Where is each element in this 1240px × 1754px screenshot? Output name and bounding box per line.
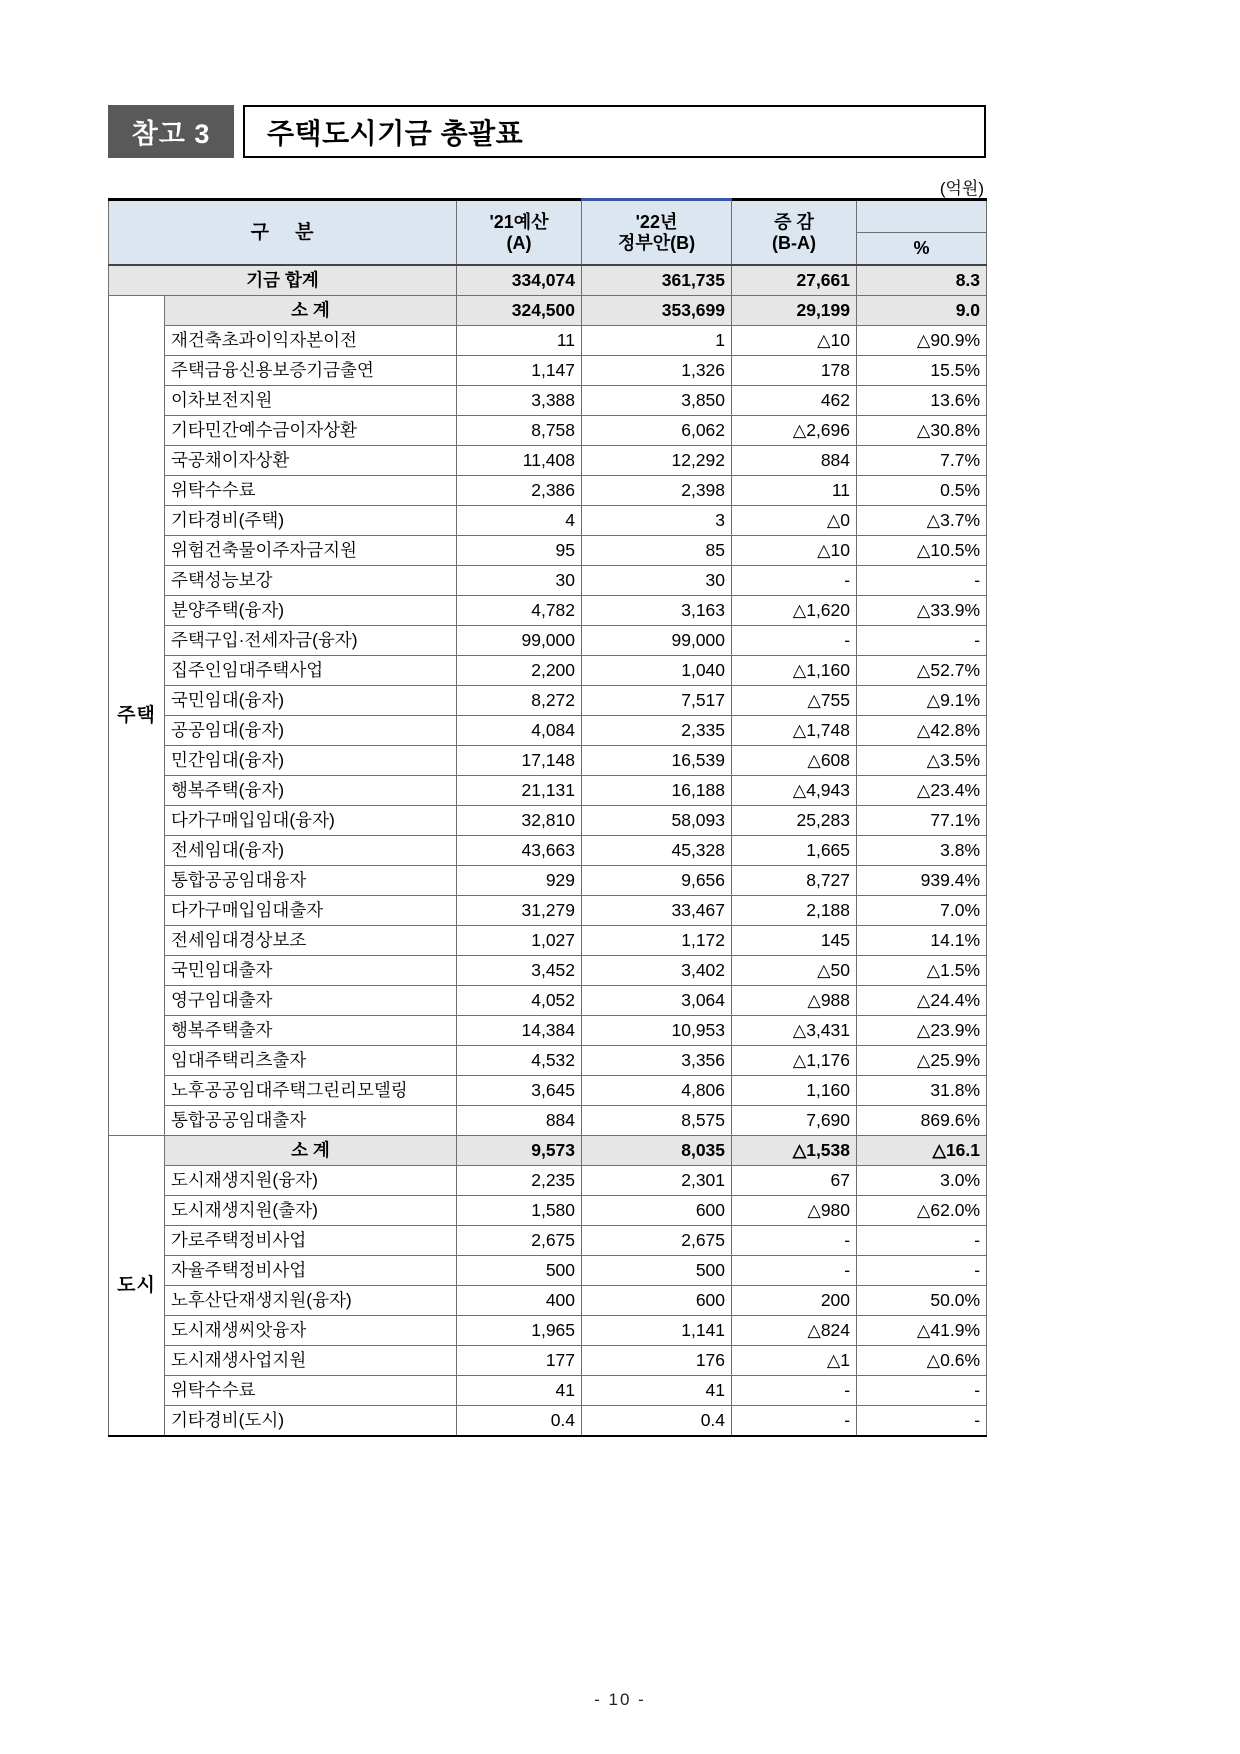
- value-budget-2022: 85: [582, 536, 732, 566]
- row-label: 재건축초과이익자본이전: [165, 326, 457, 356]
- value-budget-2021: 21,131: [457, 776, 582, 806]
- fund-summary-table: [108, 198, 987, 1437]
- document-content: [108, 105, 986, 1437]
- value-percent: 8.3: [857, 265, 987, 296]
- value-budget-2021: 14,384: [457, 1016, 582, 1046]
- table-row: [109, 1316, 987, 1346]
- value-change: 8,727: [732, 866, 857, 896]
- value-change: △1,748: [732, 716, 857, 746]
- value-change: 1,665: [732, 836, 857, 866]
- value-budget-2021: 500: [457, 1256, 582, 1286]
- row-label: 위탁수수료: [165, 476, 457, 506]
- value-change: 884: [732, 446, 857, 476]
- row-label: 민간임대(융자): [165, 746, 457, 776]
- value-budget-2022: 3: [582, 506, 732, 536]
- header-empty-cell: [857, 200, 987, 233]
- table-row: [109, 1406, 987, 1437]
- table-row: [109, 836, 987, 866]
- value-budget-2021: 929: [457, 866, 582, 896]
- value-percent: 7.0%: [857, 896, 987, 926]
- section-label-housing: 주택: [109, 296, 165, 1136]
- value-budget-2021: 99,000: [457, 626, 582, 656]
- value-percent: 77.1%: [857, 806, 987, 836]
- value-budget-2021: 11,408: [457, 446, 582, 476]
- row-label: 가로주택정비사업: [165, 1226, 457, 1256]
- value-budget-2022: 1,326: [582, 356, 732, 386]
- value-percent: △10.5%: [857, 536, 987, 566]
- value-change: 25,283: [732, 806, 857, 836]
- value-budget-2022: 3,163: [582, 596, 732, 626]
- row-label: 도시재생지원(출자): [165, 1196, 457, 1226]
- value-budget-2021: 17,148: [457, 746, 582, 776]
- header-budget-2022-line1: '22년: [635, 211, 678, 232]
- value-budget-2021: 8,272: [457, 686, 582, 716]
- value-budget-2022: 6,062: [582, 416, 732, 446]
- section-label-urban: 도시: [109, 1136, 165, 1437]
- value-budget-2021: 884: [457, 1106, 582, 1136]
- value-budget-2022: 2,398: [582, 476, 732, 506]
- table-row: [109, 1076, 987, 1106]
- value-change: 200: [732, 1286, 857, 1316]
- value-percent: △3.5%: [857, 746, 987, 776]
- value-change: 67: [732, 1166, 857, 1196]
- value-percent: △1.5%: [857, 956, 987, 986]
- row-label: 소 계: [165, 1136, 457, 1166]
- value-budget-2021: 1,580: [457, 1196, 582, 1226]
- value-budget-2022: 7,517: [582, 686, 732, 716]
- value-percent: △24.4%: [857, 986, 987, 1016]
- value-change: △0: [732, 506, 857, 536]
- row-label: 공공임대(융자): [165, 716, 457, 746]
- table-row: [109, 896, 987, 926]
- reference-badge: 참고 3: [108, 105, 234, 158]
- value-percent: 50.0%: [857, 1286, 987, 1316]
- value-budget-2022: 1,172: [582, 926, 732, 956]
- table-row: [109, 416, 987, 446]
- table-row-subtotal-housing: [109, 296, 987, 326]
- row-label: 주택금융신용보증기금출연: [165, 356, 457, 386]
- value-change: △980: [732, 1196, 857, 1226]
- value-budget-2021: 2,200: [457, 656, 582, 686]
- value-budget-2022: 8,575: [582, 1106, 732, 1136]
- value-percent: △33.9%: [857, 596, 987, 626]
- value-percent: 869.6%: [857, 1106, 987, 1136]
- value-change: △1: [732, 1346, 857, 1376]
- value-budget-2021: 4,052: [457, 986, 582, 1016]
- table-row-fund-total: [109, 265, 987, 296]
- value-change: 145: [732, 926, 857, 956]
- value-change: -: [732, 626, 857, 656]
- value-budget-2021: 324,500: [457, 296, 582, 326]
- value-budget-2021: 3,388: [457, 386, 582, 416]
- value-budget-2021: 1,027: [457, 926, 582, 956]
- page-title: 주택도시기금 총괄표: [243, 105, 986, 158]
- value-budget-2021: 95: [457, 536, 582, 566]
- row-label: 국민임대출자: [165, 956, 457, 986]
- row-label: 소 계: [165, 296, 457, 326]
- value-change: △2,696: [732, 416, 857, 446]
- row-label: 국공채이자상환: [165, 446, 457, 476]
- value-budget-2022: 2,301: [582, 1166, 732, 1196]
- value-budget-2022: 16,539: [582, 746, 732, 776]
- value-budget-2021: 31,279: [457, 896, 582, 926]
- row-label: 위탁수수료: [165, 1376, 457, 1406]
- value-budget-2022: 1,141: [582, 1316, 732, 1346]
- value-budget-2022: 99,000: [582, 626, 732, 656]
- value-budget-2021: 4,782: [457, 596, 582, 626]
- table-row: [109, 746, 987, 776]
- value-change: -: [732, 1226, 857, 1256]
- value-percent: 31.8%: [857, 1076, 987, 1106]
- value-budget-2022: 30: [582, 566, 732, 596]
- row-label: 집주인임대주택사업: [165, 656, 457, 686]
- value-budget-2021: 3,452: [457, 956, 582, 986]
- value-budget-2021: 4,532: [457, 1046, 582, 1076]
- value-percent: △9.1%: [857, 686, 987, 716]
- value-budget-2022: 4,806: [582, 1076, 732, 1106]
- value-change: -: [732, 566, 857, 596]
- value-percent: △23.9%: [857, 1016, 987, 1046]
- table-row: [109, 1106, 987, 1136]
- value-budget-2022: 8,035: [582, 1136, 732, 1166]
- value-change: △755: [732, 686, 857, 716]
- row-label: 행복주택(융자): [165, 776, 457, 806]
- value-percent: -: [857, 1226, 987, 1256]
- value-budget-2022: 500: [582, 1256, 732, 1286]
- row-label: 도시재생사업지원: [165, 1346, 457, 1376]
- value-budget-2022: 3,402: [582, 956, 732, 986]
- table-row-subtotal-urban: [109, 1136, 987, 1166]
- row-label: 노후산단재생지원(융자): [165, 1286, 457, 1316]
- table-row: [109, 626, 987, 656]
- value-budget-2021: 32,810: [457, 806, 582, 836]
- value-change: △50: [732, 956, 857, 986]
- value-budget-2022: 12,292: [582, 446, 732, 476]
- value-change: 2,188: [732, 896, 857, 926]
- value-budget-2021: 41: [457, 1376, 582, 1406]
- value-percent: 9.0: [857, 296, 987, 326]
- table-row: [109, 686, 987, 716]
- header-change-line2: (B-A): [772, 232, 816, 253]
- value-budget-2022: 1,040: [582, 656, 732, 686]
- value-budget-2022: 3,850: [582, 386, 732, 416]
- table-row: [109, 596, 987, 626]
- value-budget-2021: 4,084: [457, 716, 582, 746]
- value-change: 11: [732, 476, 857, 506]
- value-percent: △0.6%: [857, 1346, 987, 1376]
- header-budget-2021-line2: (A): [506, 232, 532, 253]
- row-label: 기타경비(도시): [165, 1406, 457, 1437]
- value-percent: -: [857, 1406, 987, 1437]
- value-budget-2022: 3,064: [582, 986, 732, 1016]
- table-row: [109, 1226, 987, 1256]
- value-budget-2022: 176: [582, 1346, 732, 1376]
- value-percent: △62.0%: [857, 1196, 987, 1226]
- value-budget-2021: 43,663: [457, 836, 582, 866]
- row-label: 전세임대경상보조: [165, 926, 457, 956]
- value-percent: △25.9%: [857, 1046, 987, 1076]
- page-number: - 10 -: [594, 1690, 646, 1709]
- value-budget-2021: 11: [457, 326, 582, 356]
- table-row: [109, 806, 987, 836]
- value-budget-2021: 4: [457, 506, 582, 536]
- table-row: [109, 1166, 987, 1196]
- value-percent: -: [857, 1256, 987, 1286]
- value-budget-2021: 2,675: [457, 1226, 582, 1256]
- value-change: -: [732, 1376, 857, 1406]
- value-budget-2022: 41: [582, 1376, 732, 1406]
- table-row: [109, 1196, 987, 1226]
- header-change: [732, 200, 857, 266]
- value-budget-2022: 10,953: [582, 1016, 732, 1046]
- table-row: [109, 536, 987, 566]
- value-percent: △3.7%: [857, 506, 987, 536]
- table-row: [109, 566, 987, 596]
- table-row: [109, 1286, 987, 1316]
- value-change: 7,690: [732, 1106, 857, 1136]
- unit-label: (억원): [939, 179, 984, 198]
- value-percent: 3.8%: [857, 836, 987, 866]
- value-percent: △52.7%: [857, 656, 987, 686]
- row-label: 주택구입·전세자금(융자): [165, 626, 457, 656]
- row-label: 행복주택출자: [165, 1016, 457, 1046]
- row-label: 영구임대출자: [165, 986, 457, 1016]
- row-label-fund-total: 기금 합계: [109, 265, 457, 296]
- value-budget-2022: 600: [582, 1286, 732, 1316]
- value-change: △1,538: [732, 1136, 857, 1166]
- value-percent: 939.4%: [857, 866, 987, 896]
- table-row: [109, 446, 987, 476]
- value-budget-2022: 0.4: [582, 1406, 732, 1437]
- header-budget-2021: [457, 200, 582, 266]
- value-budget-2021: 1,965: [457, 1316, 582, 1346]
- value-percent: △30.8%: [857, 416, 987, 446]
- table-header-row-1: [109, 200, 987, 233]
- header-budget-2022-line2: 정부안(B): [617, 232, 696, 253]
- value-percent: △16.1: [857, 1136, 987, 1166]
- value-change: 29,199: [732, 296, 857, 326]
- value-percent: 3.0%: [857, 1166, 987, 1196]
- value-percent: -: [857, 626, 987, 656]
- row-label: 전세임대(융자): [165, 836, 457, 866]
- value-budget-2022: 9,656: [582, 866, 732, 896]
- header-budget-2021-line1: '21예산: [489, 211, 549, 232]
- value-change: △10: [732, 326, 857, 356]
- value-change: △824: [732, 1316, 857, 1346]
- table-row: [109, 326, 987, 356]
- table-row: [109, 776, 987, 806]
- table-row: [109, 1046, 987, 1076]
- row-label: 이차보전지원: [165, 386, 457, 416]
- value-percent: 15.5%: [857, 356, 987, 386]
- table-row: [109, 1346, 987, 1376]
- row-label: 위험건축물이주자금지원: [165, 536, 457, 566]
- table-header: [109, 200, 987, 266]
- row-label: 다가구매입임대출자: [165, 896, 457, 926]
- table-row: [109, 386, 987, 416]
- row-label: 기타민간예수금이자상환: [165, 416, 457, 446]
- row-label: 기타경비(주택): [165, 506, 457, 536]
- row-label: 자율주택정비사업: [165, 1256, 457, 1286]
- value-percent: -: [857, 566, 987, 596]
- table-row: [109, 926, 987, 956]
- value-percent: 0.5%: [857, 476, 987, 506]
- value-budget-2021: 9,573: [457, 1136, 582, 1166]
- value-budget-2021: 2,235: [457, 1166, 582, 1196]
- value-percent: △90.9%: [857, 326, 987, 356]
- value-change: △1,620: [732, 596, 857, 626]
- fund-table-body: [109, 265, 987, 1436]
- value-budget-2021: 2,386: [457, 476, 582, 506]
- value-percent: 14.1%: [857, 926, 987, 956]
- row-label: 분양주택(융자): [165, 596, 457, 626]
- value-change: △608: [732, 746, 857, 776]
- value-change: 178: [732, 356, 857, 386]
- value-change: 1,160: [732, 1076, 857, 1106]
- table-row: [109, 1376, 987, 1406]
- value-change: △988: [732, 986, 857, 1016]
- document-header: [108, 105, 986, 158]
- value-percent: 7.7%: [857, 446, 987, 476]
- value-budget-2021: 3,645: [457, 1076, 582, 1106]
- value-budget-2022: 353,699: [582, 296, 732, 326]
- value-percent: △23.4%: [857, 776, 987, 806]
- value-budget-2022: 600: [582, 1196, 732, 1226]
- table-row: [109, 356, 987, 386]
- value-change: △3,431: [732, 1016, 857, 1046]
- value-change: △1,176: [732, 1046, 857, 1076]
- row-label: 도시재생씨앗융자: [165, 1316, 457, 1346]
- table-row: [109, 1016, 987, 1046]
- row-label: 국민임대(융자): [165, 686, 457, 716]
- table-row: [109, 956, 987, 986]
- value-percent: △42.8%: [857, 716, 987, 746]
- value-budget-2022: 2,335: [582, 716, 732, 746]
- value-budget-2022: 58,093: [582, 806, 732, 836]
- value-change: -: [732, 1406, 857, 1437]
- table-row: [109, 716, 987, 746]
- table-row: [109, 656, 987, 686]
- value-budget-2022: 361,735: [582, 265, 732, 296]
- value-budget-2022: 16,188: [582, 776, 732, 806]
- row-label: 통합공공임대융자: [165, 866, 457, 896]
- value-change: 27,661: [732, 265, 857, 296]
- table-row: [109, 476, 987, 506]
- value-budget-2022: 45,328: [582, 836, 732, 866]
- row-label: 노후공공임대주택그린리모델링: [165, 1076, 457, 1106]
- header-category: 구 분: [109, 200, 457, 266]
- table-row: [109, 866, 987, 896]
- row-label: 통합공공임대출자: [165, 1106, 457, 1136]
- value-budget-2022: 3,356: [582, 1046, 732, 1076]
- value-budget-2022: 1: [582, 326, 732, 356]
- header-budget-2022: [582, 200, 732, 266]
- value-change: △10: [732, 536, 857, 566]
- value-budget-2022: 33,467: [582, 896, 732, 926]
- row-label: 도시재생지원(융자): [165, 1166, 457, 1196]
- row-label: 다가구매입임대(융자): [165, 806, 457, 836]
- row-label: 임대주택리츠출자: [165, 1046, 457, 1076]
- table-row: [109, 986, 987, 1016]
- value-budget-2021: 334,074: [457, 265, 582, 296]
- header-change-line1: 증 감: [774, 211, 814, 232]
- table-row: [109, 1256, 987, 1286]
- value-percent: -: [857, 1376, 987, 1406]
- value-budget-2021: 400: [457, 1286, 582, 1316]
- value-change: -: [732, 1256, 857, 1286]
- value-budget-2021: 8,758: [457, 416, 582, 446]
- value-percent: 13.6%: [857, 386, 987, 416]
- value-budget-2021: 30: [457, 566, 582, 596]
- value-budget-2021: 1,147: [457, 356, 582, 386]
- header-percent: %: [857, 233, 987, 266]
- value-budget-2022: 2,675: [582, 1226, 732, 1256]
- value-change: 462: [732, 386, 857, 416]
- row-label: 주택성능보강: [165, 566, 457, 596]
- value-change: △4,943: [732, 776, 857, 806]
- value-percent: △41.9%: [857, 1316, 987, 1346]
- value-change: △1,160: [732, 656, 857, 686]
- value-budget-2021: 0.4: [457, 1406, 582, 1437]
- value-budget-2021: 177: [457, 1346, 582, 1376]
- table-row: [109, 506, 987, 536]
